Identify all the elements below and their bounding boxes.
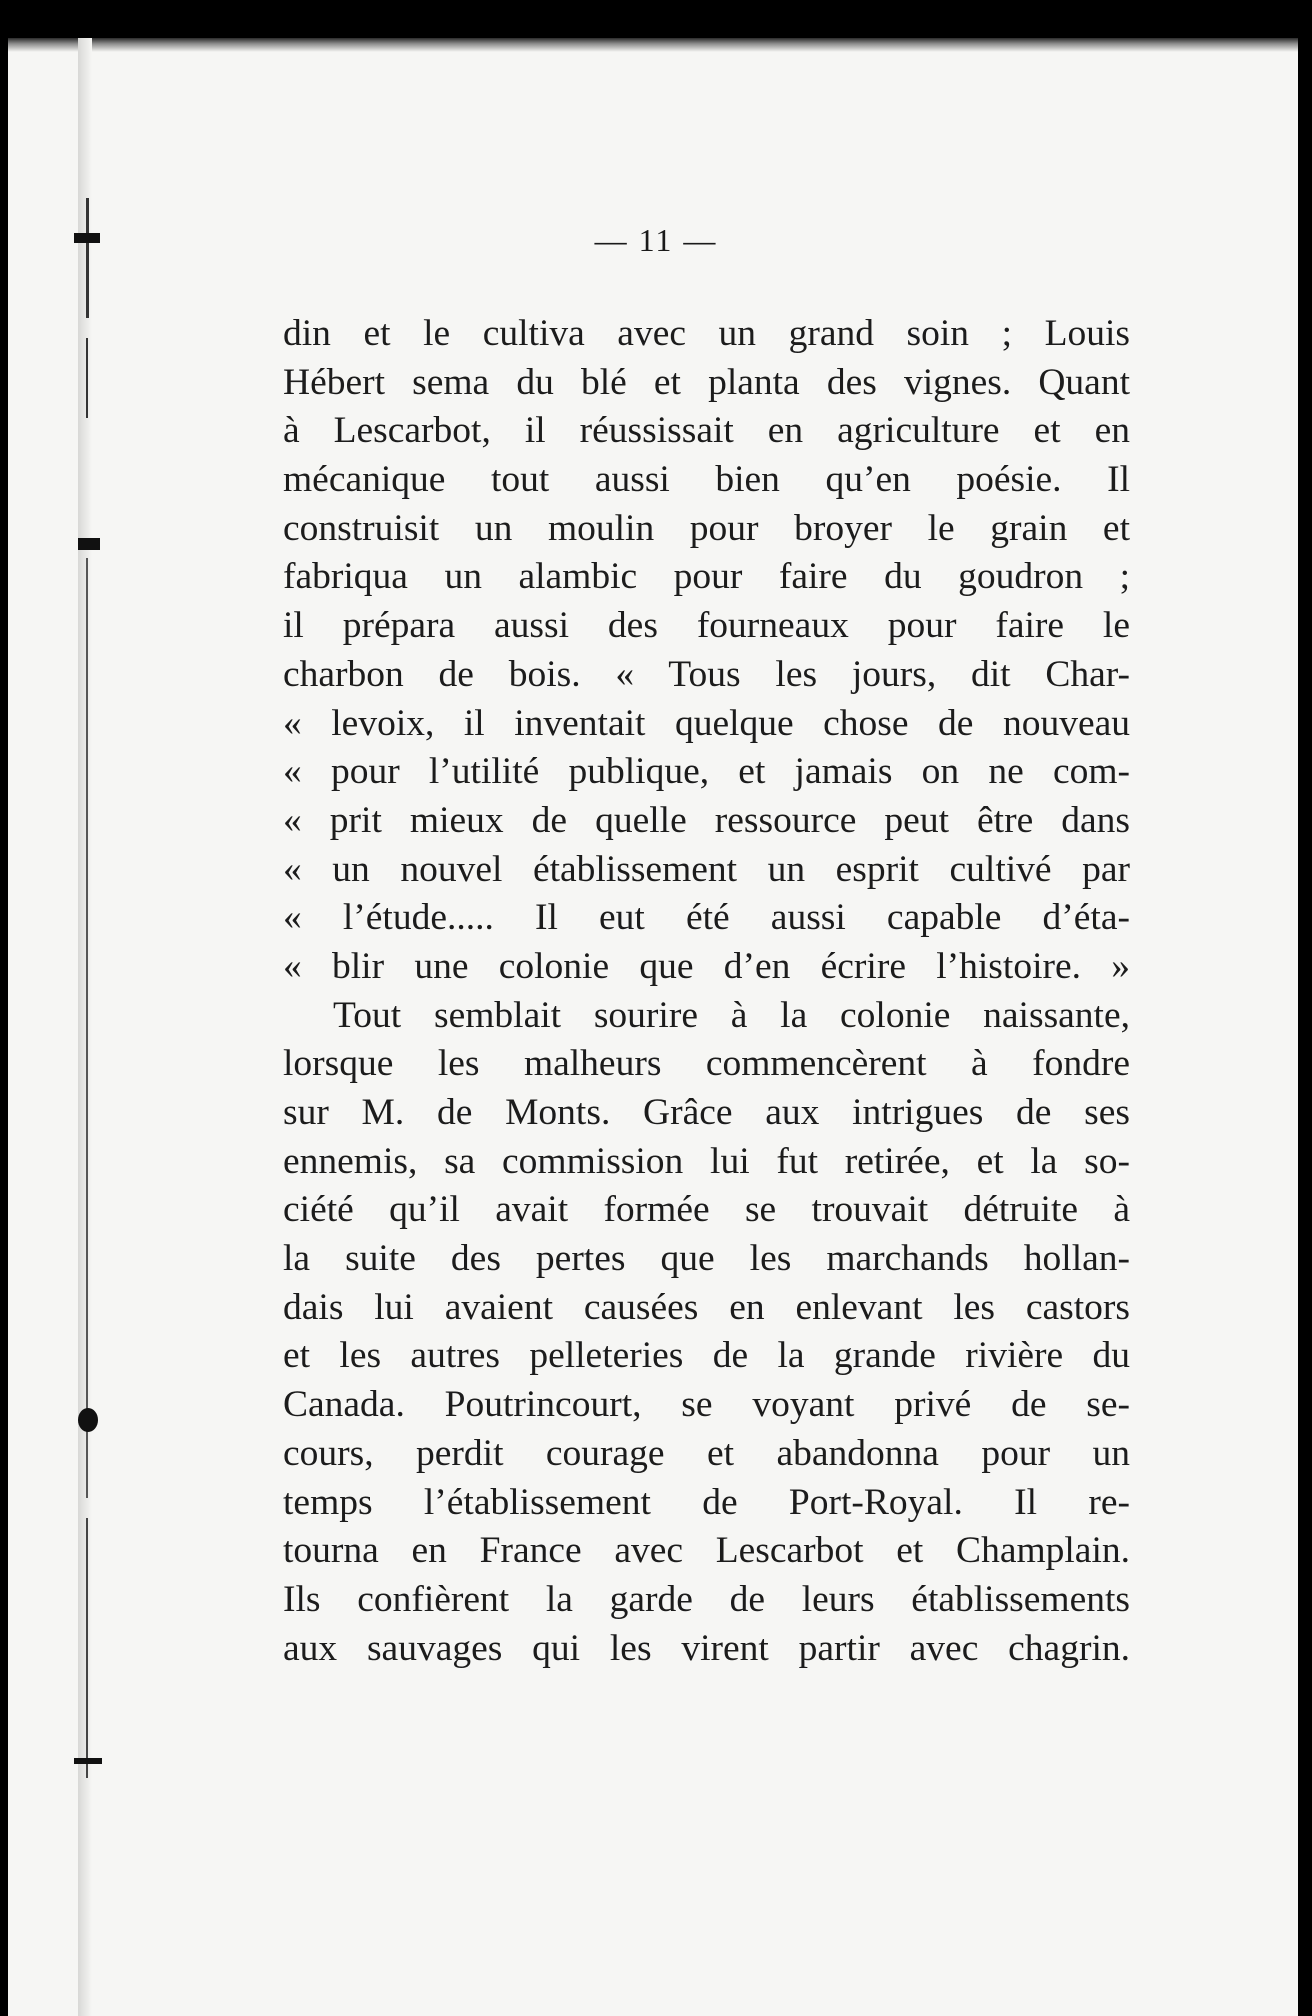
- text-line: sur M. de Monts. Grâce aux intrigues de ses: [283, 1092, 1130, 1133]
- binding-tick: [78, 1408, 98, 1432]
- text-line: Hébert sema du blé et planta des vignes. Quant: [283, 361, 1130, 403]
- text-line: fabriqua un alambic pour faire du goudron ;: [283, 556, 1130, 598]
- text-line: « prit mieux de quelle ressource peut être dans: [283, 799, 1130, 841]
- text-line: Ils confièrent la garde de leurs établissements: [283, 1578, 1130, 1620]
- text-line: ciété qu’il avait formée se trouvait détruite à: [283, 1189, 1130, 1231]
- text-line: lorsque les malheurs commencèrent à fondre: [283, 1043, 1130, 1085]
- text-line: il prépara aussi des fourneaux pour faire le: [283, 605, 1130, 647]
- text-line: dais lui avaient causées en enlevant les castors: [283, 1286, 1130, 1328]
- binding-tick: [78, 538, 100, 550]
- text-line: mécanique tout aussi bien qu’en poésie. Il: [283, 459, 1130, 501]
- text-line: à Lescarbot, il réussissait en agriculture et en: [283, 410, 1130, 452]
- text-line: charbon de bois. « Tous les jours, dit Char-: [283, 653, 1130, 695]
- binding-mark: [86, 558, 88, 1498]
- text-line: temps l’établissement de Port-Royal. Il re-: [283, 1481, 1130, 1523]
- text-line: Canada. Poutrincourt, se voyant privé de se-: [283, 1384, 1130, 1426]
- page-gutter: [78, 38, 92, 2016]
- text-line: tourna en France avec Lescarbot et Champlain.: [283, 1530, 1130, 1572]
- text-line: cours, perdit courage et abandonna pour un: [283, 1432, 1130, 1474]
- page-top-shadow: [8, 38, 1298, 52]
- text-line: Tout semblait sourire à la colonie naissante,: [333, 994, 1130, 1036]
- binding-mark: [86, 338, 88, 418]
- text-line: din et le cultiva avec un grand soin ; Louis: [283, 313, 1130, 354]
- body-text: [283, 310, 1130, 1673]
- text-line: la suite des pertes que les marchands hollan-: [283, 1238, 1130, 1280]
- text-line: construisit un moulin pour broyer le grain et: [283, 507, 1130, 549]
- text-line: ennemis, sa commission lui fut retirée, et la so-: [283, 1140, 1130, 1182]
- binding-mark: [86, 1518, 88, 1778]
- page-number: — 11 —: [594, 222, 718, 258]
- text-line: « un nouvel établissement un esprit cultivé par: [283, 848, 1130, 890]
- text-line: « pour l’utilité publique, et jamais on ne com-: [283, 751, 1130, 793]
- text-line: et les autres pelleteries de la grande rivière du: [283, 1335, 1130, 1377]
- binding-tick: [74, 1758, 102, 1764]
- text-line: « blir une colonie que d’en écrire l’histoire. »: [283, 945, 1130, 987]
- text-line: « levoix, il inventait quelque chose de nouveau: [283, 702, 1130, 744]
- text-line: « l’étude..... Il eut été aussi capable d’éta-: [283, 897, 1130, 939]
- text-line: aux sauvages qui les virent partir avec chagrin.: [283, 1627, 1130, 1669]
